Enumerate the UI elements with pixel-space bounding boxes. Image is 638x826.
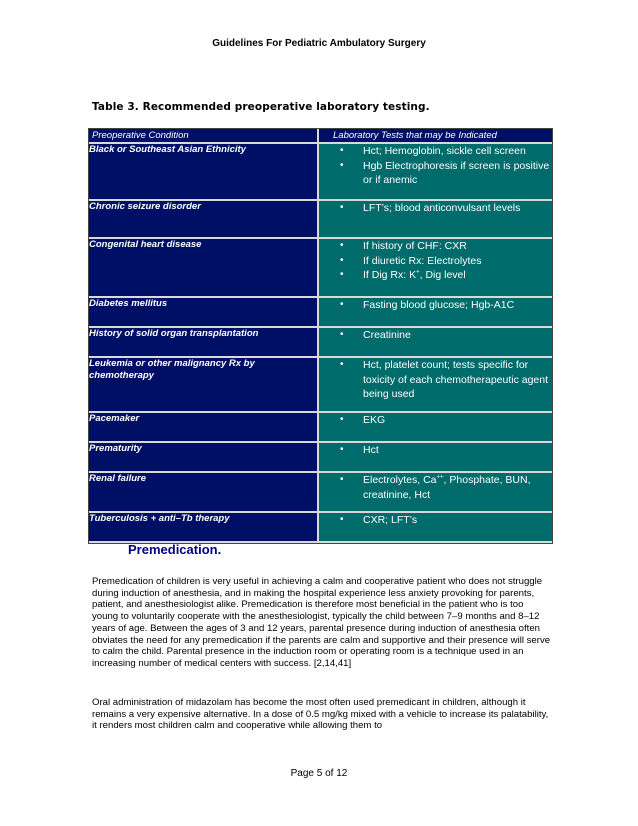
test-item: • Hct, platelet count; tests specific for toxicity of each chemotherapeutic agent being used bbox=[319, 358, 552, 402]
tests-cell bbox=[317, 298, 552, 328]
condition-cell: Renal failure bbox=[89, 473, 317, 513]
condition-cell: Black or Southeast Asian Ethnicity bbox=[89, 144, 317, 201]
header-tests: Laboratory Tests that may be Indicated bbox=[317, 129, 552, 144]
condition-cell: Pacemaker bbox=[89, 413, 317, 443]
test-item: • Hct; Hemoglobin, sickle cell screen bbox=[319, 144, 552, 159]
body-paragraph: Oral administration of midazolam has become the most often used premedicant in children, although it remains a very expensive alternative. In a dose of 0.5 mg/kg mixed with a vehicle to increase its palatability, it renders most children calm and cooperative while allowing them to bbox=[92, 697, 549, 732]
test-item: • Hct bbox=[319, 443, 552, 458]
test-item: • If history of CHF: CXR bbox=[319, 239, 552, 254]
header-condition: Preoperative Condition bbox=[89, 129, 317, 144]
test-item: • CXR; LFT’s bbox=[319, 513, 552, 528]
condition-cell: Prematurity bbox=[89, 443, 317, 473]
test-item: • Electrolytes, Ca++, Phosphate, BUN, creatinine, Hct bbox=[319, 473, 552, 502]
condition-cell: Leukemia or other malignancy Rx by chemotherapy bbox=[89, 358, 317, 413]
condition-cell: Chronic seizure disorder bbox=[89, 201, 317, 239]
condition-cell: History of solid organ transplantation bbox=[89, 328, 317, 358]
test-item: • If diuretic Rx: Electrolytes bbox=[319, 254, 552, 269]
body-paragraph: Premedication of children is very useful in achieving a calm and cooperative patient who does not struggle during induction of anesthesia, and in making the hospital experience less anxiety provoking for parents, patient, and anesthesiologist alike. Premedication is therefore most beneficial in the patient who is too young to voluntarily cooperate with the anesthesiologist, typically the child between 7–9 months and 8–12 years of age. Between the ages of 3 and 12 years, parental presence during induction of anesthesia often obviates the need for any premedication if the parents are calm and supportive and their presence will serve to calm the child. Parental presence in the induction room or operating room is a technique used in an increasing number of medical centers with success. [2,14,41] bbox=[92, 576, 551, 669]
test-item: • Creatinine bbox=[319, 328, 552, 343]
tests-cell bbox=[317, 358, 552, 413]
table-row bbox=[89, 144, 552, 201]
tests-cell bbox=[317, 328, 552, 358]
page-header: Guidelines For Pediatric Ambulatory Surgery bbox=[212, 38, 426, 49]
test-item: • EKG bbox=[319, 413, 552, 428]
tests-cell bbox=[317, 413, 552, 443]
tests-cell bbox=[317, 239, 552, 298]
page-footer: Page 5 of 12 bbox=[290, 768, 348, 779]
table-row bbox=[89, 473, 552, 513]
table-row bbox=[89, 413, 552, 443]
table-row bbox=[89, 328, 552, 358]
table-caption: Table 3. Recommended preoperative laboratory testing. bbox=[92, 101, 430, 113]
table-header-row bbox=[89, 129, 552, 144]
tests-cell bbox=[317, 201, 552, 239]
test-item: • LFT’s; blood anticonvulsant levels bbox=[319, 201, 552, 216]
table-row bbox=[89, 239, 552, 298]
test-item: • Hgb Electrophoresis if screen is positive or if anemic bbox=[319, 159, 552, 188]
table-row bbox=[89, 513, 552, 543]
test-item: • Fasting blood glucose; Hgb-A1C bbox=[319, 298, 552, 313]
condition-cell: Diabetes mellitus bbox=[89, 298, 317, 328]
table-row bbox=[89, 358, 552, 413]
tests-cell bbox=[317, 513, 552, 543]
section-heading: Premedication. bbox=[128, 542, 222, 557]
condition-cell: Tuberculosis + anti–Tb therapy bbox=[89, 513, 317, 543]
tests-cell bbox=[317, 443, 552, 473]
lab-testing-table bbox=[88, 128, 553, 544]
table-row bbox=[89, 201, 552, 239]
condition-cell: Congenital heart disease bbox=[89, 239, 317, 298]
test-item: • If Dig Rx: K+, Dig level bbox=[319, 268, 552, 283]
tests-cell bbox=[317, 473, 552, 513]
table-row bbox=[89, 443, 552, 473]
tests-cell bbox=[317, 144, 552, 201]
table-row bbox=[89, 298, 552, 328]
